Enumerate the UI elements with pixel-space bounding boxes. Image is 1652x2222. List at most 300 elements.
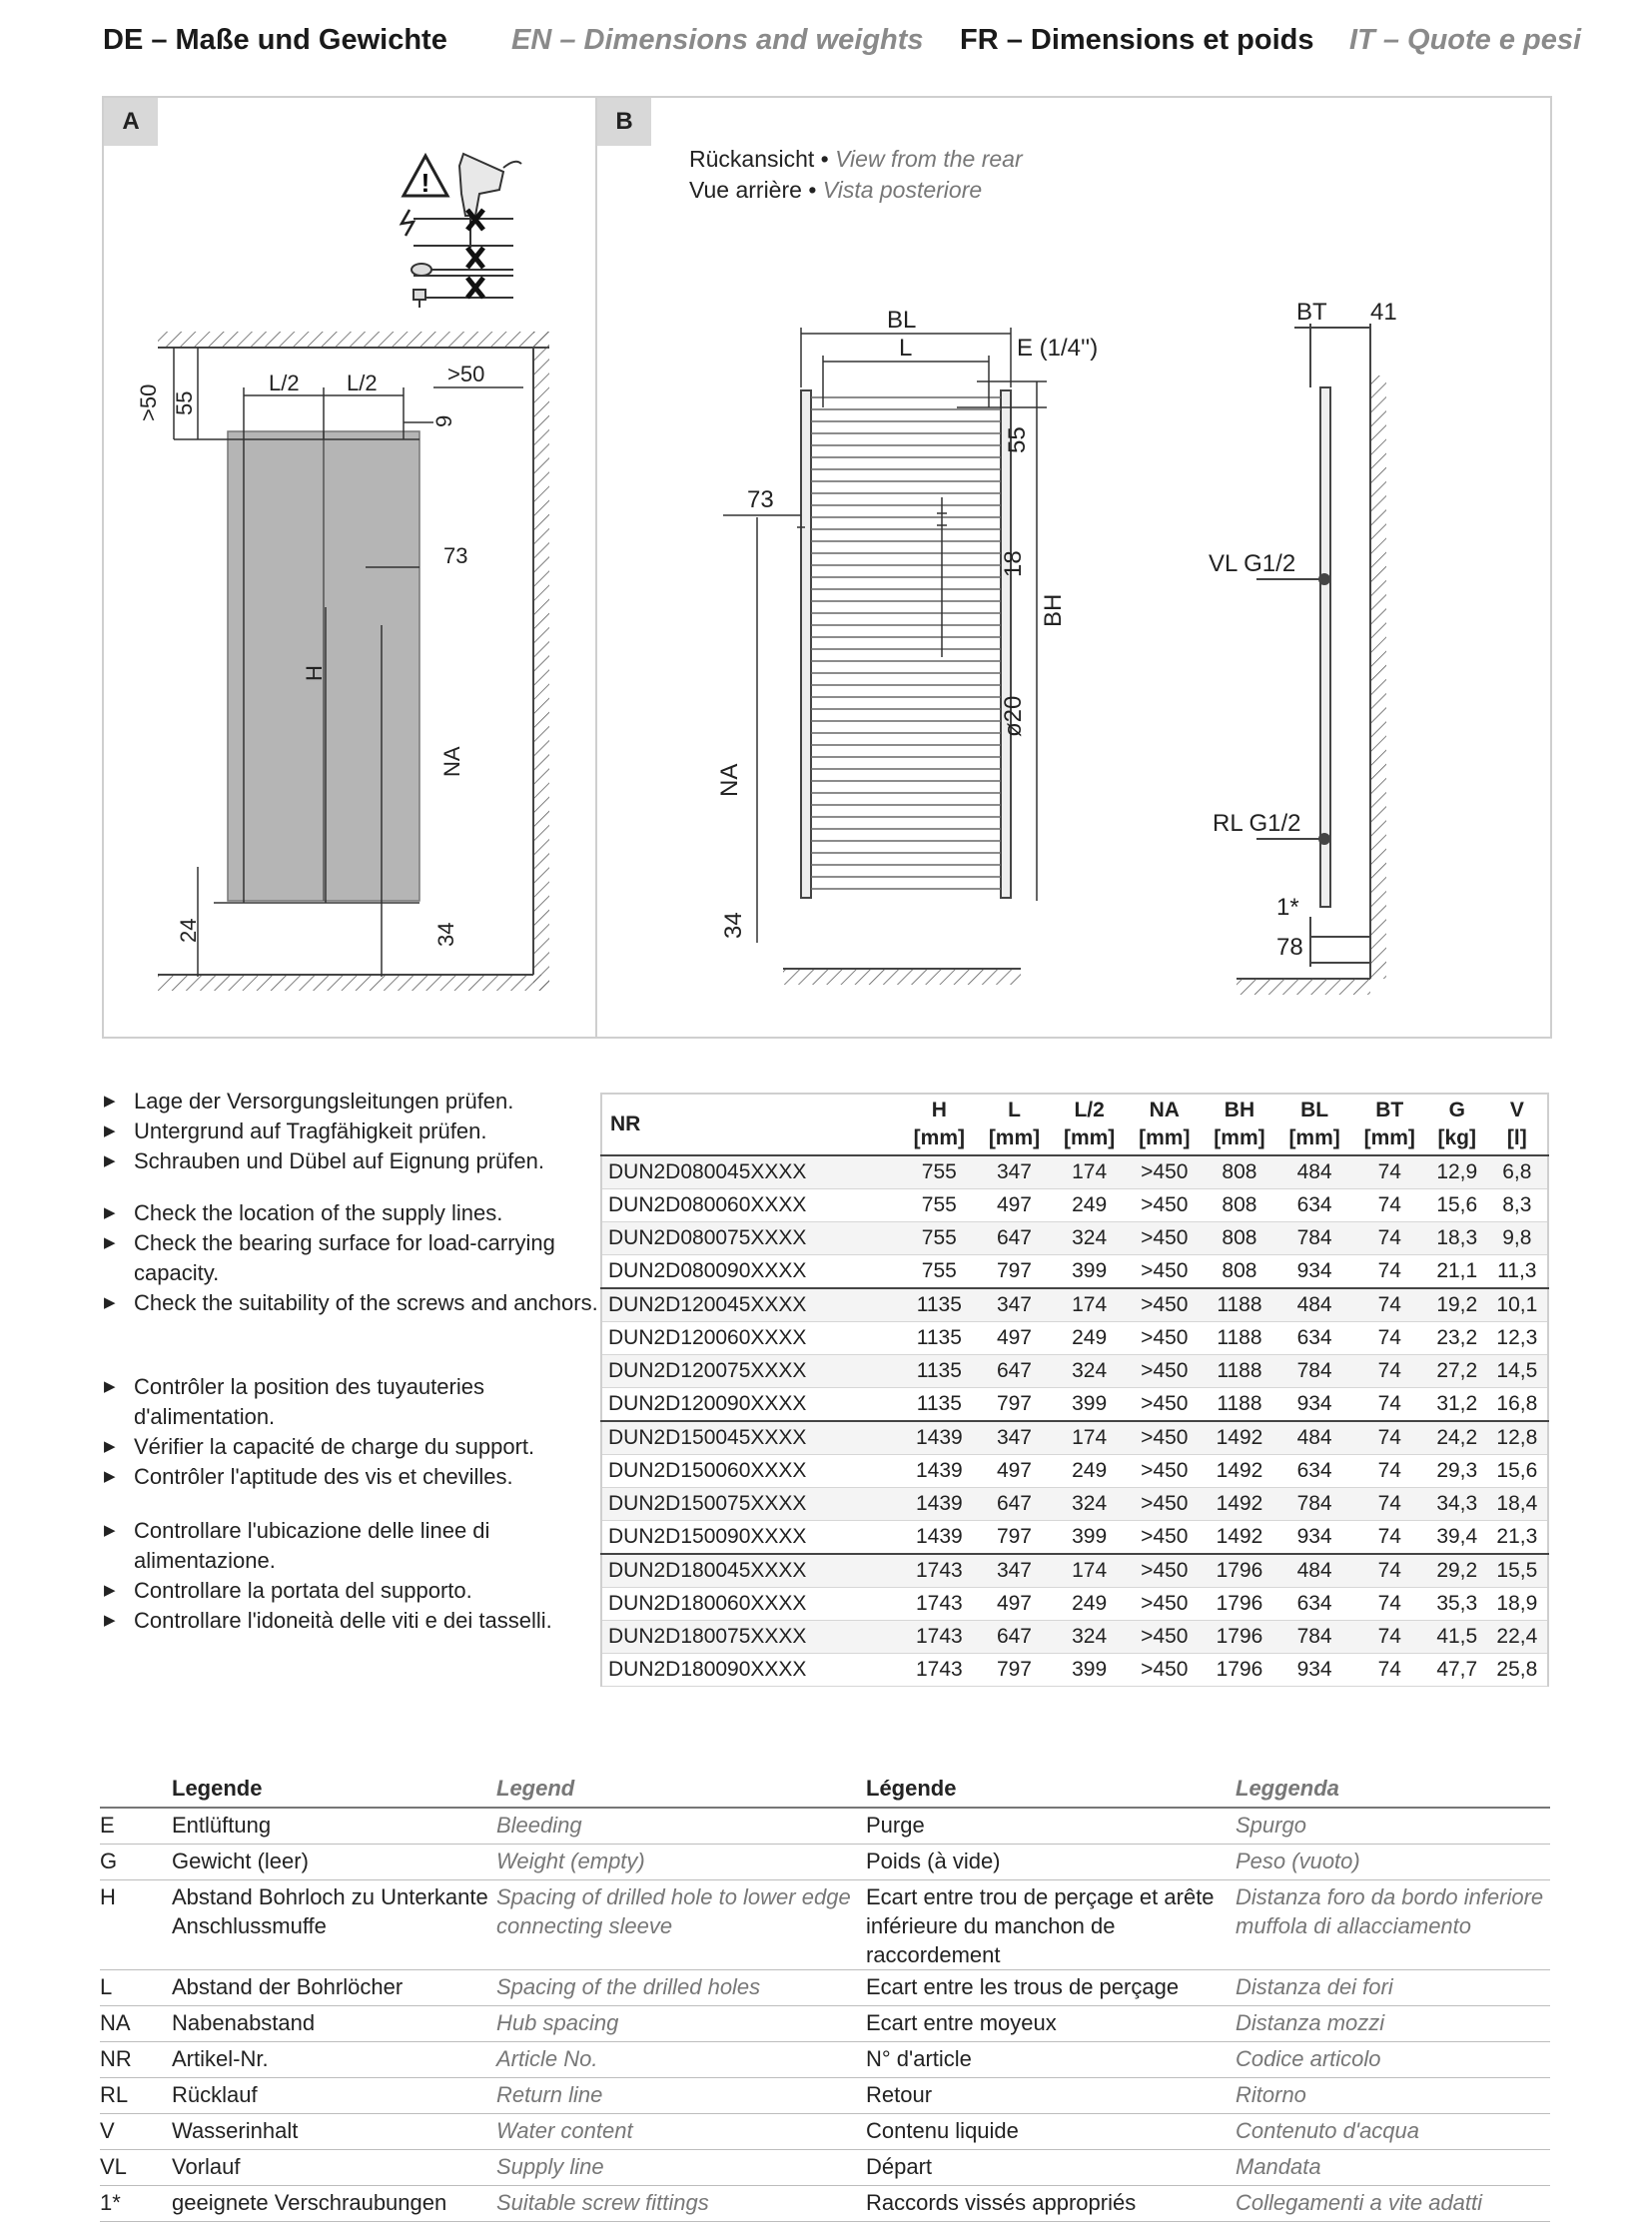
article-number-cell: DUN2D180060XXXX — [601, 1588, 902, 1621]
table-cell: 1492 — [1202, 1455, 1276, 1488]
table-cell: 934 — [1277, 1521, 1352, 1555]
legend-cell: Raccords vissés appropriés — [866, 2190, 1137, 2215]
caption-fr: Vue arrière — [689, 177, 802, 203]
table-cell: 27,2 — [1427, 1355, 1487, 1388]
legend-header-row — [100, 1772, 1550, 1809]
article-number-cell: DUN2D120060XXXX — [601, 1322, 902, 1355]
legend-cell: Spacing of drilled hole to lower edge connecting sleeve — [496, 1884, 851, 1938]
legend-cell: Distanza foro da bordo inferiore muffola di allacciamento — [1236, 1884, 1544, 1938]
legend-cell: Abstand Bohrloch zu Unterkante Anschlussmuffe — [172, 1884, 488, 1938]
table-cell: 755 — [902, 1155, 977, 1189]
legend-cell: 1* — [100, 2190, 121, 2215]
table-cell: 324 — [1052, 1488, 1127, 1521]
table-cell: 755 — [902, 1189, 977, 1222]
header-unit: [mm] — [1363, 1126, 1415, 1149]
table-cell: 1796 — [1202, 1588, 1276, 1621]
table-cell: 23,2 — [1427, 1322, 1487, 1355]
caption-it: Vista posteriore — [822, 177, 983, 203]
table-cell: 74 — [1352, 1621, 1427, 1654]
table-cell: >450 — [1127, 1155, 1202, 1189]
table-cell: 74 — [1352, 1355, 1427, 1388]
table-header-cell: NR — [601, 1094, 902, 1155]
table-cell: >450 — [1127, 1255, 1202, 1289]
bullet-fr-3: ▶ Contrôler l'aptitude des vis et chevilles. — [104, 1462, 603, 1492]
header-unit: [mm] — [1063, 1126, 1116, 1149]
table-cell: 634 — [1277, 1189, 1352, 1222]
bullet-it-3: ▶ Controllare l'idoneità delle viti e dei tasselli. — [104, 1606, 603, 1636]
table-header-cell — [1052, 1094, 1127, 1155]
table-cell: 1796 — [1202, 1554, 1276, 1588]
bullet-it-2: ▶ Controllare la portata del supporto. — [104, 1576, 603, 1606]
table-cell: 784 — [1277, 1488, 1352, 1521]
table-row — [601, 1455, 1548, 1488]
legend-cell: Rücklauf — [172, 2082, 258, 2107]
legend-cell: H — [100, 1884, 116, 1909]
table-cell: 19,2 — [1427, 1288, 1487, 1322]
title-fr: FR – Dimensions et poids — [960, 24, 1314, 56]
legend-row — [100, 1880, 1550, 1970]
table-cell: 1796 — [1202, 1621, 1276, 1654]
panel-b-caption: Rückansicht • View from the rear Vue arrière • Vista posteriore — [689, 146, 1023, 203]
legend-cell: Gewicht (leer) — [172, 1849, 309, 1873]
table-header-cell — [1277, 1094, 1352, 1155]
header-unit: [mm] — [988, 1126, 1041, 1149]
table-cell: 16,8 — [1487, 1388, 1548, 1422]
dimensions-table — [600, 1093, 1549, 1687]
legend-cell: Distanza mozzi — [1236, 2010, 1385, 2035]
legend-cell: Légende — [866, 1776, 957, 1801]
table-cell: 399 — [1052, 1521, 1127, 1555]
header-label: V — [1509, 1099, 1524, 1121]
legend-row — [100, 1845, 1550, 1880]
bullet-fr-2: ▶ Vérifier la capacité de charge du support. — [104, 1432, 603, 1462]
table-cell: >450 — [1127, 1455, 1202, 1488]
bullets-de — [104, 1087, 603, 1176]
table-cell: 1492 — [1202, 1421, 1276, 1455]
table-cell: 34,3 — [1427, 1488, 1487, 1521]
legend-row — [100, 1809, 1550, 1845]
legend-cell: Poids (à vide) — [866, 1849, 1001, 1873]
table-cell: 74 — [1352, 1388, 1427, 1422]
legend-cell: Legend — [496, 1776, 575, 1801]
bullets-en — [104, 1198, 603, 1318]
table-cell: 74 — [1352, 1488, 1427, 1521]
dim-b-vl: VL G1/2 — [1209, 550, 1296, 577]
article-number-cell: DUN2D150090XXXX — [601, 1521, 902, 1555]
table-cell: 31,2 — [1427, 1388, 1487, 1422]
hazard-lines — [413, 219, 513, 298]
legend-cell: Collegamenti a vite adatti — [1236, 2190, 1483, 2215]
legend-row — [100, 2006, 1550, 2042]
table-row — [601, 1322, 1548, 1355]
legend-cell: Return line — [496, 2082, 603, 2107]
header-unit: [mm] — [1139, 1126, 1191, 1149]
legend-cell: Suitable screw fittings — [496, 2190, 709, 2215]
table-cell: 784 — [1277, 1355, 1352, 1388]
legend-row — [100, 2114, 1550, 2150]
caption-de: Rückansicht — [689, 146, 815, 172]
radiator-side-view — [1237, 324, 1386, 995]
table-cell: 808 — [1202, 1222, 1276, 1255]
dim-b-na: NA — [716, 763, 743, 797]
legend-cell: Spurgo — [1236, 1813, 1306, 1838]
dim-b-18: 18 — [1000, 550, 1027, 577]
table-row — [601, 1388, 1548, 1422]
dim-a-73: 73 — [443, 543, 468, 568]
table-cell: 647 — [977, 1222, 1052, 1255]
article-number-cell: DUN2D080045XXXX — [601, 1155, 902, 1189]
table-cell: 14,5 — [1487, 1355, 1548, 1388]
dim-a-na: NA — [439, 746, 464, 777]
header-unit: [mm] — [1288, 1126, 1340, 1149]
table-cell: 174 — [1052, 1554, 1127, 1588]
table-cell: 784 — [1277, 1222, 1352, 1255]
legend-cell: Bleeding — [496, 1813, 582, 1838]
title-de: DE – Maße und Gewichte — [103, 24, 447, 56]
article-number-cell: DUN2D180075XXXX — [601, 1621, 902, 1654]
legend-cell: Ritorno — [1236, 2082, 1306, 2107]
table-cell: 347 — [977, 1421, 1052, 1455]
legend-cell: Contenuto d'acqua — [1236, 2118, 1420, 2143]
table-cell: 18,9 — [1487, 1588, 1548, 1621]
legend-row — [100, 1970, 1550, 2006]
legend-cell — [100, 1774, 172, 1807]
header-unit: [kg] — [1437, 1126, 1476, 1149]
table-cell: 484 — [1277, 1554, 1352, 1588]
header-unit: [mm] — [1214, 1126, 1265, 1149]
table-cell: 21,3 — [1487, 1521, 1548, 1555]
article-number-cell: DUN2D120045XXXX — [601, 1288, 902, 1322]
table-cell: >450 — [1127, 1488, 1202, 1521]
table-cell: 74 — [1352, 1455, 1427, 1488]
table-row — [601, 1155, 1548, 1189]
panel-b-drawing — [597, 98, 1550, 1037]
table-cell: 24,2 — [1427, 1421, 1487, 1455]
table-cell: 8,3 — [1487, 1189, 1548, 1222]
legend-cell: N° d'article — [866, 2046, 972, 2071]
table-cell: 497 — [977, 1322, 1052, 1355]
table-cell: 47,7 — [1427, 1654, 1487, 1687]
table-cell: 497 — [977, 1588, 1052, 1621]
table-row — [601, 1255, 1548, 1289]
table-cell: 634 — [1277, 1455, 1352, 1488]
legend-table — [100, 1772, 1550, 2222]
table-cell: 15,6 — [1487, 1455, 1548, 1488]
table-cell: >450 — [1127, 1521, 1202, 1555]
legend-cell: Distanza dei fori — [1236, 1974, 1393, 1999]
table-cell: 74 — [1352, 1155, 1427, 1189]
dim-b-bl: BL — [887, 307, 917, 334]
table-cell: 39,4 — [1427, 1521, 1487, 1555]
table-cell: 74 — [1352, 1288, 1427, 1322]
legend-cell: L — [100, 1974, 113, 1999]
dim-a-gt50-left: >50 — [136, 383, 161, 421]
table-cell: 399 — [1052, 1255, 1127, 1289]
legend-cell: Départ — [866, 2154, 933, 2179]
table-cell: 9,8 — [1487, 1222, 1548, 1255]
table-cell: 797 — [977, 1388, 1052, 1422]
bullet-de-2: ▶ Untergrund auf Tragfähigkeit prüfen. — [104, 1116, 603, 1146]
table-row — [601, 1554, 1548, 1588]
table-cell: 10,1 — [1487, 1288, 1548, 1322]
table-cell: 1188 — [1202, 1288, 1276, 1322]
header-label: H — [931, 1099, 947, 1121]
legend-row — [100, 2150, 1550, 2186]
table-header-cell — [1127, 1094, 1202, 1155]
legend-cell: V — [100, 2118, 115, 2143]
article-number-cell: DUN2D150060XXXX — [601, 1455, 902, 1488]
table-cell: 74 — [1352, 1521, 1427, 1555]
table-cell: 497 — [977, 1455, 1052, 1488]
legend-cell: Spacing of the drilled holes — [496, 1974, 761, 1999]
table-row — [601, 1588, 1548, 1621]
table-cell: 1743 — [902, 1654, 977, 1687]
table-cell: >450 — [1127, 1222, 1202, 1255]
legend-cell: Abstand der Bohrlöcher — [172, 1974, 404, 1999]
table-cell: 249 — [1052, 1455, 1127, 1488]
bullets-it — [104, 1516, 603, 1636]
table-cell: 399 — [1052, 1654, 1127, 1687]
table-cell: 249 — [1052, 1322, 1127, 1355]
table-cell: >450 — [1127, 1554, 1202, 1588]
table-cell: >450 — [1127, 1388, 1202, 1422]
radiator-rear-view — [801, 390, 1011, 898]
table-header-cell — [1202, 1094, 1276, 1155]
article-number-cell: DUN2D080090XXXX — [601, 1255, 902, 1289]
table-cell: 347 — [977, 1155, 1052, 1189]
bullet-en-2: ▶ Check the bearing surface for load-carrying capacity. — [104, 1228, 603, 1288]
table-cell: 647 — [977, 1488, 1052, 1521]
legend-cell: Hub spacing — [496, 2010, 619, 2035]
legend-cell: Purge — [866, 1813, 925, 1838]
table-cell: 647 — [977, 1355, 1052, 1388]
table-cell: 25,8 — [1487, 1654, 1548, 1687]
table-cell: 1439 — [902, 1521, 977, 1555]
legend-cell: Supply line — [496, 2154, 604, 2179]
table-cell: 1439 — [902, 1488, 977, 1521]
table-cell: 74 — [1352, 1255, 1427, 1289]
table-cell: 497 — [977, 1189, 1052, 1222]
table-header-cell — [902, 1094, 977, 1155]
table-row — [601, 1488, 1548, 1521]
table-cell: 1796 — [1202, 1654, 1276, 1687]
bullets-fr — [104, 1372, 603, 1492]
table-cell: >450 — [1127, 1189, 1202, 1222]
table-cell: 399 — [1052, 1388, 1127, 1422]
legend-cell: VL — [100, 2154, 127, 2179]
article-number-cell: DUN2D150075XXXX — [601, 1488, 902, 1521]
table-cell: >450 — [1127, 1654, 1202, 1687]
table-cell: 484 — [1277, 1155, 1352, 1189]
table-cell: 755 — [902, 1222, 977, 1255]
article-number-cell: DUN2D080075XXXX — [601, 1222, 902, 1255]
dim-b-d20: ø20 — [1000, 695, 1027, 737]
table-cell: 755 — [902, 1255, 977, 1289]
table-cell: 484 — [1277, 1421, 1352, 1455]
table-cell: >450 — [1127, 1588, 1202, 1621]
table-row — [601, 1621, 1548, 1654]
table-cell: 74 — [1352, 1421, 1427, 1455]
bullet-de-1: ▶ Lage der Versorgungsleitungen prüfen. — [104, 1087, 603, 1116]
table-cell: 74 — [1352, 1189, 1427, 1222]
dim-a-h: H — [302, 665, 327, 681]
dim-b-78: 78 — [1276, 934, 1303, 961]
legend-cell: Contenu liquide — [866, 2118, 1019, 2143]
table-header-cell — [1352, 1094, 1427, 1155]
bullet-it-1: ▶ Controllare l'ubicazione delle linee di alimentazione. — [104, 1516, 603, 1576]
table-row — [601, 1521, 1548, 1555]
table-cell: >450 — [1127, 1421, 1202, 1455]
dim-b-41: 41 — [1370, 299, 1397, 326]
legend-cell: Wasserinhalt — [172, 2118, 299, 2143]
table-cell: 1188 — [1202, 1322, 1276, 1355]
legend-cell: geeignete Verschraubungen — [172, 2190, 447, 2215]
article-number-cell: DUN2D150045XXXX — [601, 1421, 902, 1455]
legend-cell: G — [100, 1849, 118, 1873]
article-number-cell: DUN2D180045XXXX — [601, 1554, 902, 1588]
header-label: BH — [1224, 1099, 1255, 1121]
table-header-cell — [1427, 1094, 1487, 1155]
electric-hazard-icon — [402, 210, 413, 236]
dim-a-l2-right: L/2 — [347, 370, 378, 395]
table-cell: 1135 — [902, 1288, 977, 1322]
table-cell: 15,5 — [1487, 1554, 1548, 1588]
legend-cell: Weight (empty) — [496, 1849, 645, 1873]
dim-b-bt: BT — [1296, 299, 1327, 326]
legend-cell: Nabenabstand — [172, 2010, 316, 2035]
legend-cell: Entlüftung — [172, 1813, 272, 1838]
bullet-fr-1: ▶ Contrôler la position des tuyauteries d'alimentation. — [104, 1372, 603, 1432]
table-cell: 1188 — [1202, 1388, 1276, 1422]
table-cell: >450 — [1127, 1621, 1202, 1654]
table-cell: 808 — [1202, 1155, 1276, 1189]
table-row — [601, 1222, 1548, 1255]
table-cell: 74 — [1352, 1588, 1427, 1621]
table-cell: 784 — [1277, 1621, 1352, 1654]
title-it: IT – Quote e pesi — [1349, 24, 1582, 56]
dim-b-1star: 1* — [1276, 894, 1299, 921]
table-cell: 21,1 — [1427, 1255, 1487, 1289]
header-label: G — [1448, 1099, 1465, 1121]
panel-a-drawing — [104, 98, 597, 1037]
table-cell: 324 — [1052, 1355, 1127, 1388]
legend-cell: Article No. — [496, 2046, 598, 2071]
table-cell: 18,4 — [1487, 1488, 1548, 1521]
table-cell: 29,3 — [1427, 1455, 1487, 1488]
legend-cell: Artikel-Nr. — [172, 2046, 269, 2071]
table-cell: 324 — [1052, 1222, 1127, 1255]
legend-cell: Peso (vuoto) — [1236, 1849, 1360, 1873]
table-cell: 249 — [1052, 1189, 1127, 1222]
legend-cell: Retour — [866, 2082, 933, 2107]
table-cell: 934 — [1277, 1654, 1352, 1687]
table-cell: 484 — [1277, 1288, 1352, 1322]
table-header-row — [601, 1094, 1548, 1155]
table-cell: >450 — [1127, 1355, 1202, 1388]
legend-cell: NR — [100, 2046, 132, 2071]
dim-b-e: E (1/4'') — [1017, 335, 1099, 362]
legend-cell: Ecart entre trou de perçage et arête inférieure du manchon de raccordement — [866, 1884, 1215, 1967]
table-cell: 74 — [1352, 1322, 1427, 1355]
table-cell: 12,3 — [1487, 1322, 1548, 1355]
caption-en: View from the rear — [835, 146, 1023, 172]
table-cell: 1743 — [902, 1621, 977, 1654]
dim-b-34: 34 — [720, 912, 747, 939]
dim-a-55: 55 — [172, 390, 197, 415]
table-cell: 634 — [1277, 1588, 1352, 1621]
table-cell: 647 — [977, 1621, 1052, 1654]
dim-b-rl: RL G1/2 — [1213, 810, 1301, 837]
table-cell: 797 — [977, 1521, 1052, 1555]
legend-cell: Codice articolo — [1236, 2046, 1381, 2071]
dim-a-24: 24 — [176, 918, 201, 943]
title-en: EN – Dimensions and weights — [511, 24, 924, 56]
header-label: BT — [1375, 1099, 1404, 1121]
table-cell: 1743 — [902, 1588, 977, 1621]
svg-text:!: ! — [420, 168, 430, 198]
dim-a-gt50-top: >50 — [447, 362, 485, 386]
drill-icon — [459, 154, 521, 248]
table-header-cell — [1487, 1094, 1548, 1155]
table-cell: 249 — [1052, 1588, 1127, 1621]
table-cell: 6,8 — [1487, 1155, 1548, 1189]
legend-cell: E — [100, 1813, 115, 1838]
table-cell: 1188 — [1202, 1355, 1276, 1388]
table-cell: 1135 — [902, 1388, 977, 1422]
header-label: BL — [1300, 1099, 1329, 1121]
table-cell: 1439 — [902, 1455, 977, 1488]
table-cell: 74 — [1352, 1654, 1427, 1687]
legend-cell: Water content — [496, 2118, 633, 2143]
table-cell: 934 — [1277, 1388, 1352, 1422]
table-cell: 797 — [977, 1654, 1052, 1687]
legend-cell: Ecart entre moyeux — [866, 2010, 1057, 2035]
table-cell: 174 — [1052, 1421, 1127, 1455]
table-cell: 18,3 — [1427, 1222, 1487, 1255]
table-body — [601, 1155, 1548, 1687]
table-cell: 174 — [1052, 1288, 1127, 1322]
legend-cell: Leggenda — [1236, 1776, 1339, 1801]
dim-b-55: 55 — [1004, 426, 1031, 453]
warning-icon — [404, 156, 447, 198]
article-number-cell: DUN2D180090XXXX — [601, 1654, 902, 1687]
table-cell: 1492 — [1202, 1521, 1276, 1555]
table-cell: 15,6 — [1427, 1189, 1487, 1222]
table-cell: 41,5 — [1427, 1621, 1487, 1654]
legend-cell: NA — [100, 2010, 131, 2035]
table-cell: 634 — [1277, 1322, 1352, 1355]
table-cell: 808 — [1202, 1189, 1276, 1222]
dim-b-bh: BH — [1040, 593, 1067, 627]
table-cell: 22,4 — [1487, 1621, 1548, 1654]
table-header-cell — [977, 1094, 1052, 1155]
panel-a — [102, 96, 599, 1039]
article-number-cell: DUN2D080060XXXX — [601, 1189, 902, 1222]
bullet-de-3: ▶ Schrauben und Dübel auf Eignung prüfen. — [104, 1146, 603, 1176]
bullet-en-1: ▶ Check the location of the supply lines. — [104, 1198, 603, 1228]
dim-a-l2-left: L/2 — [269, 370, 300, 395]
table-cell: 934 — [1277, 1255, 1352, 1289]
dim-b-73: 73 — [747, 486, 774, 513]
legend-cell: RL — [100, 2082, 129, 2107]
header-label: NA — [1149, 1099, 1180, 1121]
table-cell: 1743 — [902, 1554, 977, 1588]
table-cell: 35,3 — [1427, 1588, 1487, 1621]
legend-cell: Ecart entre les trous de perçage — [866, 1974, 1180, 1999]
table-cell: 12,9 — [1427, 1155, 1487, 1189]
legend-cell: Mandata — [1236, 2154, 1321, 2179]
legend-row — [100, 2078, 1550, 2114]
